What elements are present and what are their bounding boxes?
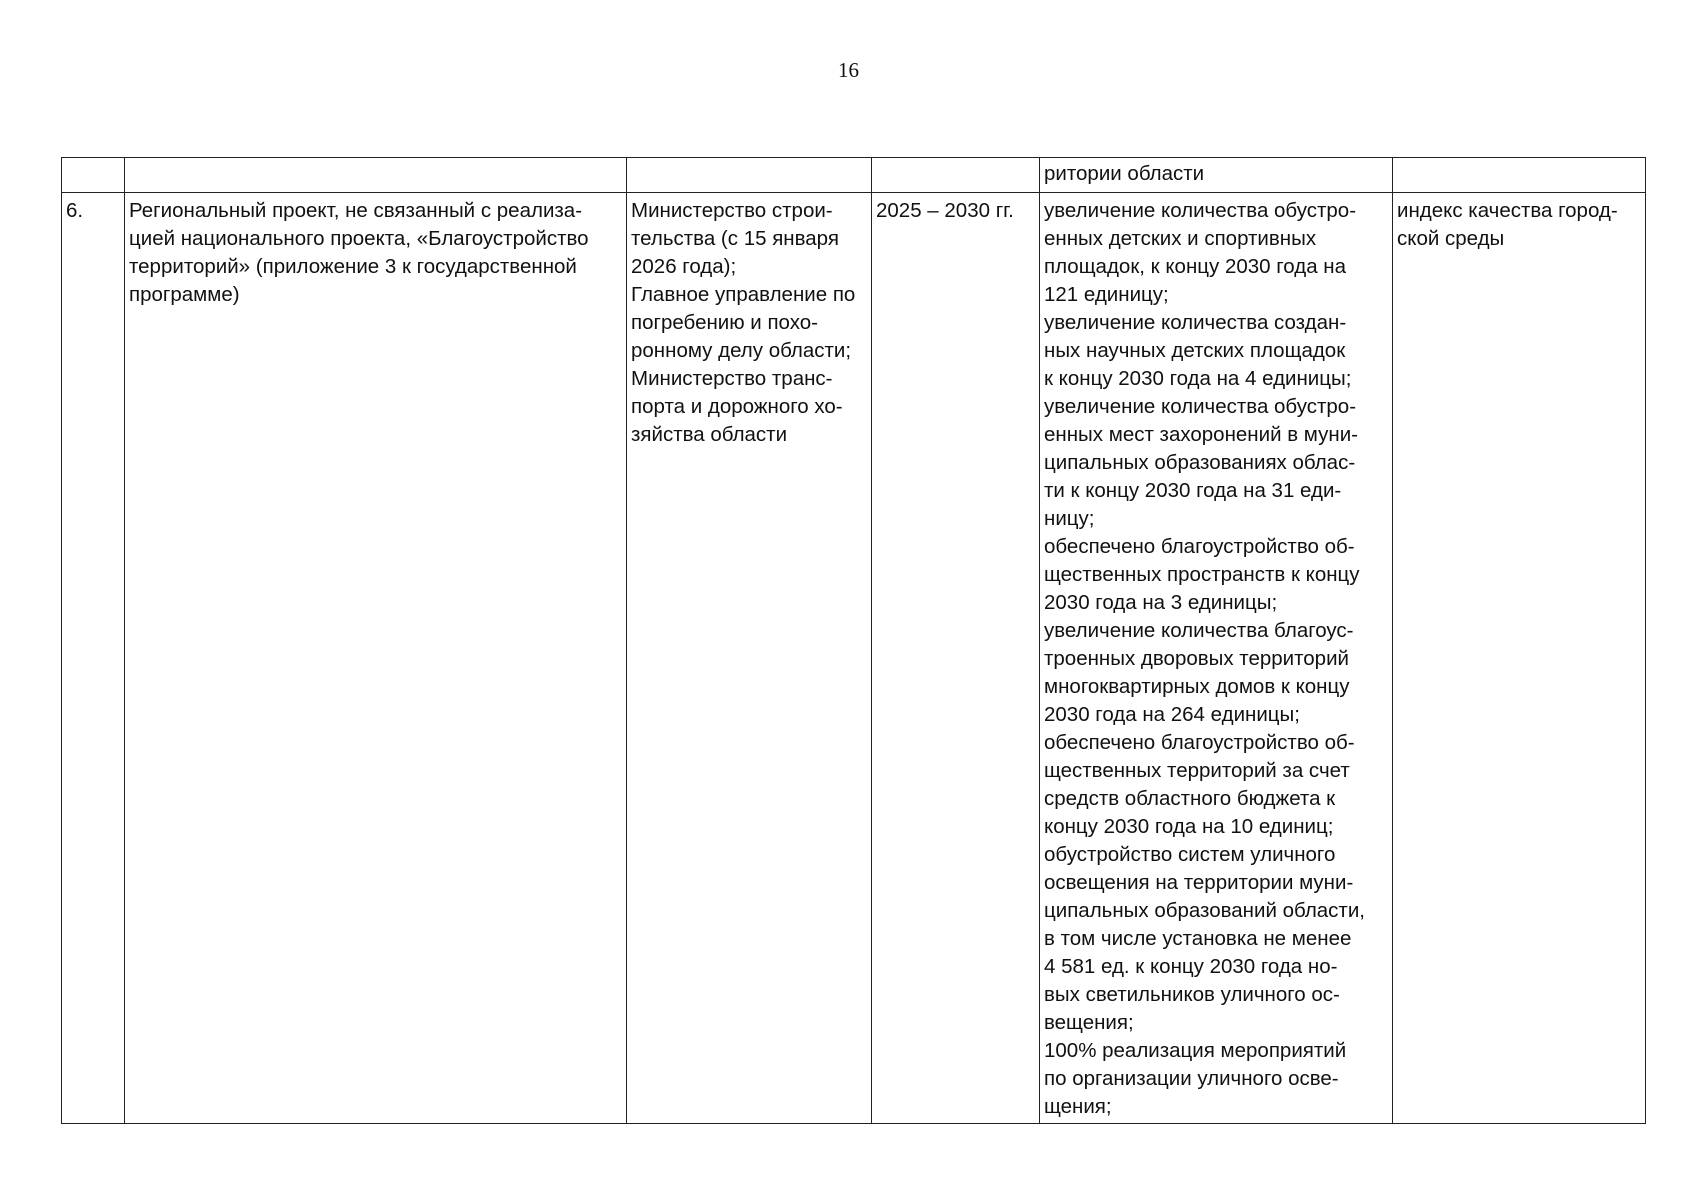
text-line: ницу; <box>1044 507 1095 530</box>
table-row <box>62 158 1646 193</box>
text-line: Главное управление по <box>631 283 856 306</box>
text-line: увеличение количества обустро- <box>1044 199 1357 222</box>
text-line: 4 581 ед. к концу 2030 года но- <box>1044 955 1338 978</box>
text-line: ципальных образованиях облас- <box>1044 451 1356 474</box>
text-line: вых светильников уличного ос- <box>1044 983 1340 1006</box>
page-number: 16 <box>838 58 859 82</box>
text-line: программе) <box>129 283 240 306</box>
text-line: погребению и похо- <box>631 311 818 334</box>
text-line: цией национального проекта, «Благоустройство <box>129 227 589 250</box>
text-line: 100% реализация мероприятий <box>1044 1039 1347 1062</box>
text-line: концу 2030 года на 10 единиц; <box>1044 815 1334 838</box>
text-line: увеличение количества создан- <box>1044 311 1347 334</box>
text-line: тельства (с 15 января <box>631 227 839 250</box>
text-line: порта и дорожного хо- <box>631 395 843 418</box>
text-line: в том числе установка не менее <box>1044 927 1352 950</box>
text-line: щественных пространств к концу <box>1044 563 1360 586</box>
cell-results: ритории области <box>1040 158 1393 193</box>
text-line: обеспечено благоустройство об- <box>1044 731 1355 754</box>
text-line: троенных дворовых территорий <box>1044 647 1349 670</box>
cell-indicator <box>1393 158 1646 193</box>
text-line: ципальных образований области, <box>1044 899 1365 922</box>
text-line: площадок, к концу 2030 года на <box>1044 255 1347 278</box>
cell-responsible <box>627 193 872 1124</box>
text-line: территорий» (приложение 3 к государственной <box>129 255 577 278</box>
text-line: 2026 года); <box>631 255 737 278</box>
text-line: индекс качества город- <box>1397 199 1618 222</box>
text-line: ти к концу 2030 года на 31 еди- <box>1044 479 1342 502</box>
text-line: средств областного бюджета к <box>1044 787 1336 810</box>
cell-period <box>872 158 1040 193</box>
text-line: увеличение количества обустро- <box>1044 395 1357 418</box>
cell-number: 6. <box>62 193 125 1124</box>
text-line: вещения; <box>1044 1011 1134 1034</box>
cell-results <box>1040 193 1393 1124</box>
text-line: енных мест захоронений в муни- <box>1044 423 1358 446</box>
cell-number <box>62 158 125 193</box>
text-line: 2030 года на 264 единицы; <box>1044 703 1300 726</box>
table-row <box>62 193 1646 1124</box>
text-line: Региональный проект, не связанный с реализа- <box>129 199 583 222</box>
text-line: щения; <box>1044 1095 1112 1118</box>
text-line: щественных территорий за счет <box>1044 759 1350 782</box>
text-line: 121 единицу; <box>1044 283 1169 306</box>
text-line: Министерство строи- <box>631 199 833 222</box>
text-line: 2030 года на 3 единицы; <box>1044 591 1278 614</box>
cell-indicator <box>1393 193 1646 1124</box>
text-line: ской среды <box>1397 227 1505 250</box>
cell-responsible <box>627 158 872 193</box>
text-line: по организации уличного осве- <box>1044 1067 1339 1090</box>
cell-project <box>125 158 627 193</box>
text-line: енных детских и спортивных <box>1044 227 1317 250</box>
text-line: освещения на территории муни- <box>1044 871 1354 894</box>
text-line: обустройство систем уличного <box>1044 843 1336 866</box>
text-line: Министерство транс- <box>631 367 833 390</box>
text-line: увеличение количества благоус- <box>1044 619 1354 642</box>
cell-period: 2025 – 2030 гг. <box>872 193 1040 1124</box>
text-line: ных научных детских площадок <box>1044 339 1346 362</box>
cell-project <box>125 193 627 1124</box>
text-line: зяйства области <box>631 423 788 446</box>
text-line: обеспечено благоустройство об- <box>1044 535 1355 558</box>
text-line: к концу 2030 года на 4 единицы; <box>1044 367 1352 390</box>
program-table <box>61 157 1646 1124</box>
text-line: многоквартирных домов к концу <box>1044 675 1350 698</box>
text-line: ронному делу области; <box>631 339 852 362</box>
